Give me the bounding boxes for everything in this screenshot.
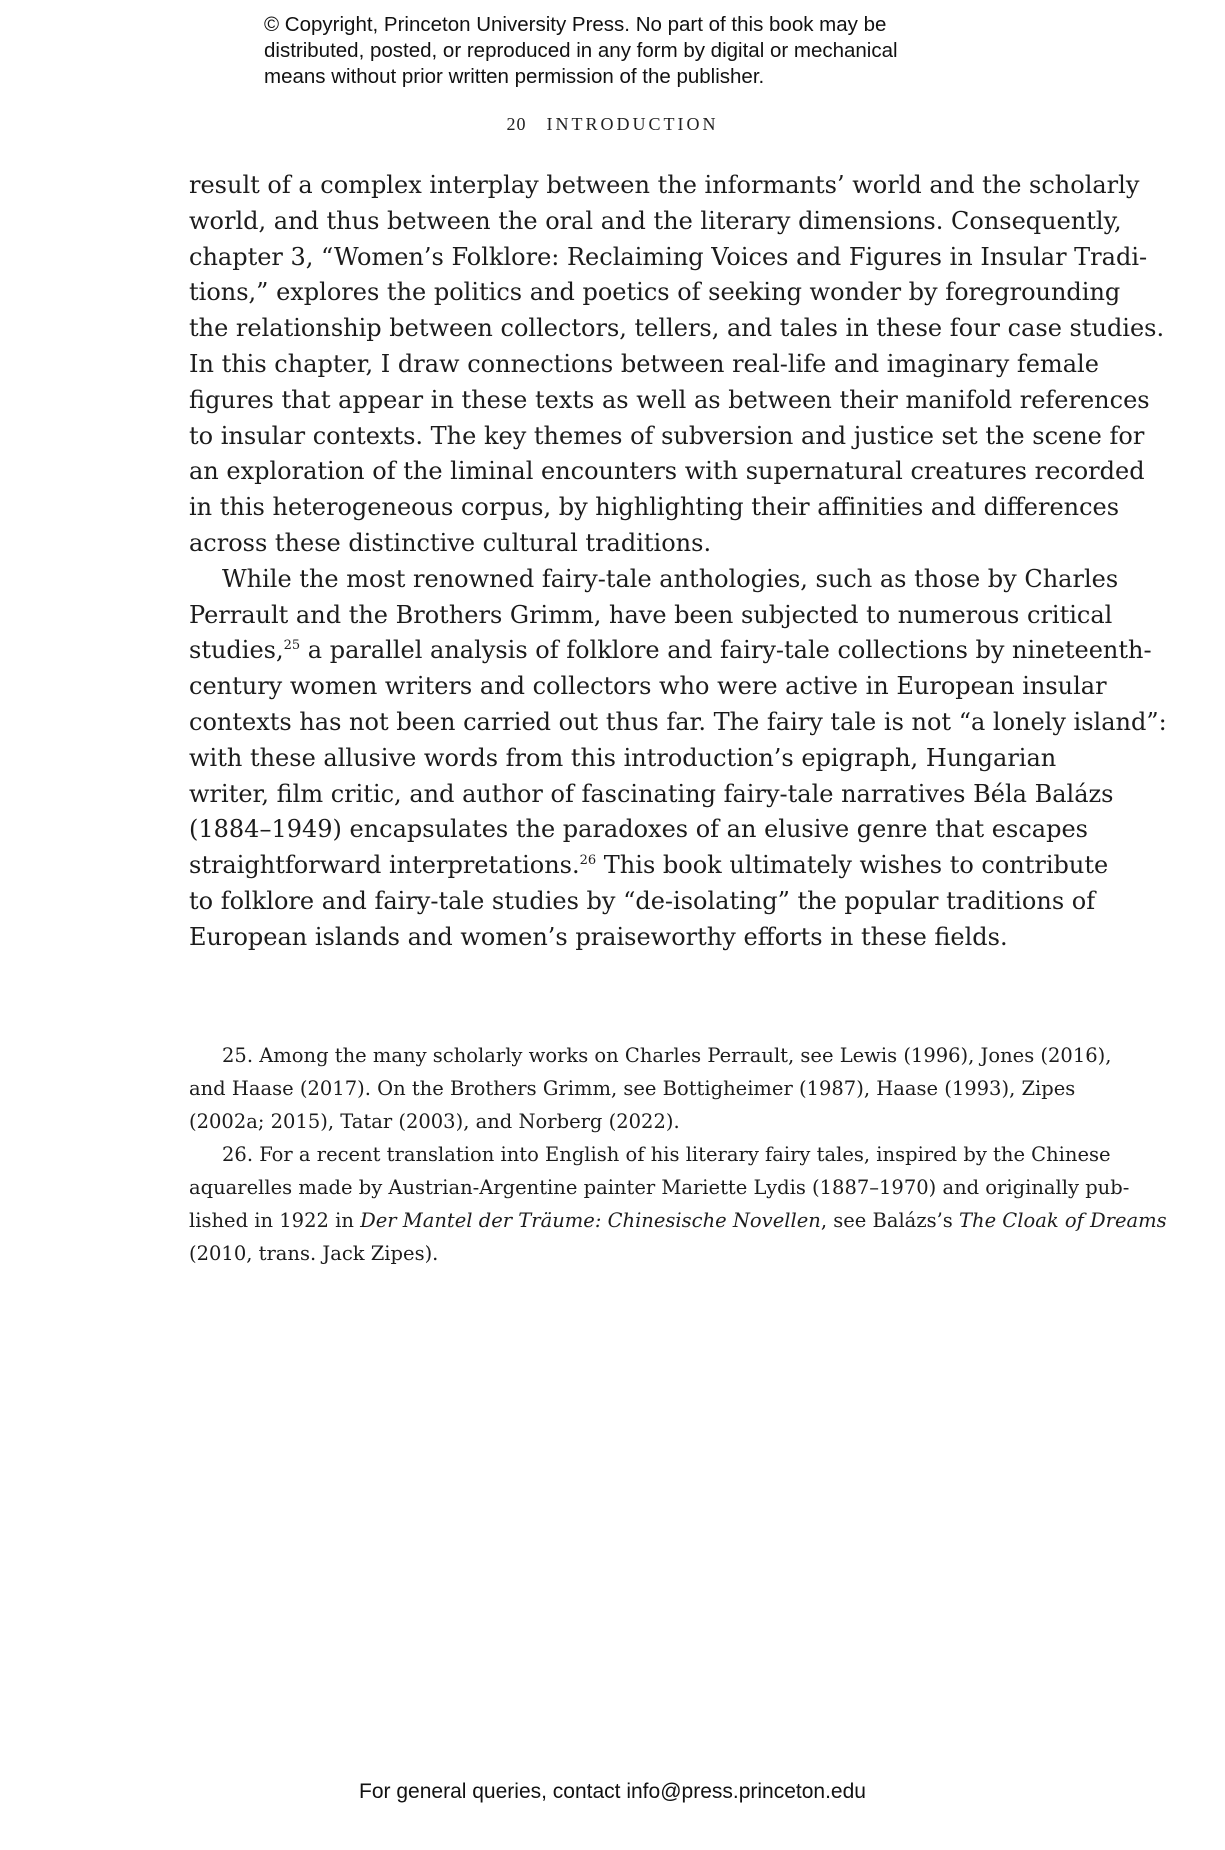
footnote-line: 25. Among the many scholarly works on Charles Perrault, see Lewis (1996), Jones (2016), [222, 1044, 1112, 1067]
footnotes [189, 1039, 1167, 1270]
text-line: European islands and women’s praiseworthy efforts in these fields. [189, 922, 1008, 951]
text-fragment: a parallel analysis of folklore and fairy-tale collections by nineteenth- [300, 636, 1152, 665]
text-line: chapter 3, “Women’s Folklore: Reclaiming Voices and Figures in Insular Tradi- [189, 242, 1148, 271]
running-head [0, 114, 1225, 135]
text-line: world, and thus between the oral and the literary dimensions. Consequently, [189, 206, 1122, 235]
footnote-line: 26. For a recent translation into English of his literary fairy tales, inspired by the Chinese [222, 1143, 1111, 1166]
footnote-26 [189, 1138, 1167, 1270]
text-line: in this heterogeneous corpus, by highlighting their affinities and differences [189, 493, 1120, 522]
contact-footer: For general queries, contact info@press.princeton.edu [359, 1780, 866, 1803]
footnote-line: aquarelles made by Austrian-Argentine painter Mariette Lydis (1887–1970) and originally pub- [189, 1176, 1130, 1199]
text-line: to insular contexts. The key themes of subversion and justice set the scene for [189, 421, 1145, 450]
text-fragment: This book ultimately wishes to contribute [596, 851, 1109, 880]
copyright-line: distributed, posted, or reproduced in any form by digital or mechanical [264, 39, 898, 62]
text-line: writer, film critic, and author of fascinating fairy-tale narratives Béla Balázs [189, 779, 1114, 808]
book-title: The Cloak of Dreams [959, 1209, 1167, 1232]
footnote-line: and Haase (2017). On the Brothers Grimm, see Bottigheimer (1987), Haase (1993), Zipes [189, 1077, 1076, 1100]
text-line: In this chapter, I draw connections between real-life and imaginary female [189, 349, 1099, 378]
text-fragment: straightforward interpretations. [189, 851, 580, 880]
text-line: figures that appear in these texts as well as between their manifold references [189, 385, 1150, 414]
running-head-title: INTRODUCTION [546, 114, 719, 134]
text-line: While the most renowned fairy-tale anthologies, such as those by Charles [222, 564, 1119, 593]
main-text [189, 168, 1167, 956]
text-fragment: , see Balázs’s [820, 1209, 959, 1232]
footnote-ref-26[interactable]: 26 [579, 853, 597, 869]
text-fragment: studies, [189, 636, 284, 665]
text-line: (1884–1949) encapsulates the paradoxes of an elusive genre that escapes [189, 815, 1088, 844]
footnote-ref-25[interactable]: 25 [283, 638, 301, 654]
text-line: across these distinctive cultural traditions. [189, 528, 712, 557]
copyright-notice [264, 12, 1024, 90]
text-line: tions,” explores the politics and poetics of seeking wonder by foregrounding [189, 278, 1121, 307]
text-line: century women writers and collectors who were active in European insular [189, 672, 1107, 701]
text-line: contexts has not been carried out thus far. The fairy tale is not “a lonely island”: [189, 707, 1167, 736]
footnote-25 [189, 1039, 1112, 1138]
text-line: with these allusive words from this introduction’s epigraph, Hungarian [189, 743, 1057, 772]
footnote-line: (2002a; 2015), Tatar (2003), and Norberg (2022). [189, 1110, 680, 1133]
text-fragment: lished in 1922 in [189, 1209, 361, 1232]
book-title: Der Mantel der Träume: Chinesische Novellen [360, 1209, 821, 1232]
page-number: 20 [506, 114, 527, 134]
copyright-line: means without prior written permission of the publisher. [264, 65, 765, 88]
text-line: result of a complex interplay between the informants’ world and the scholarly [189, 171, 1140, 199]
paragraph-2 [189, 562, 1167, 956]
footnote-line: (2010, trans. Jack Zipes). [189, 1242, 439, 1265]
copyright-line: © Copyright, Princeton University Press. No part of this book may be [264, 13, 887, 36]
text-line: Perrault and the Brothers Grimm, have been subjected to numerous critical [189, 600, 1113, 629]
text-line: the relationship between collectors, tellers, and tales in these four case studies. [189, 314, 1165, 343]
text-line [189, 848, 1109, 884]
footnote-line [189, 1204, 1167, 1237]
text-line: to folklore and fairy-tale studies by “de-isolating” the popular traditions of [189, 886, 1096, 915]
text-line [189, 633, 1152, 669]
paragraph-1 [189, 168, 1165, 562]
text-line: an exploration of the liminal encounters with supernatural creatures recorded [189, 457, 1145, 486]
